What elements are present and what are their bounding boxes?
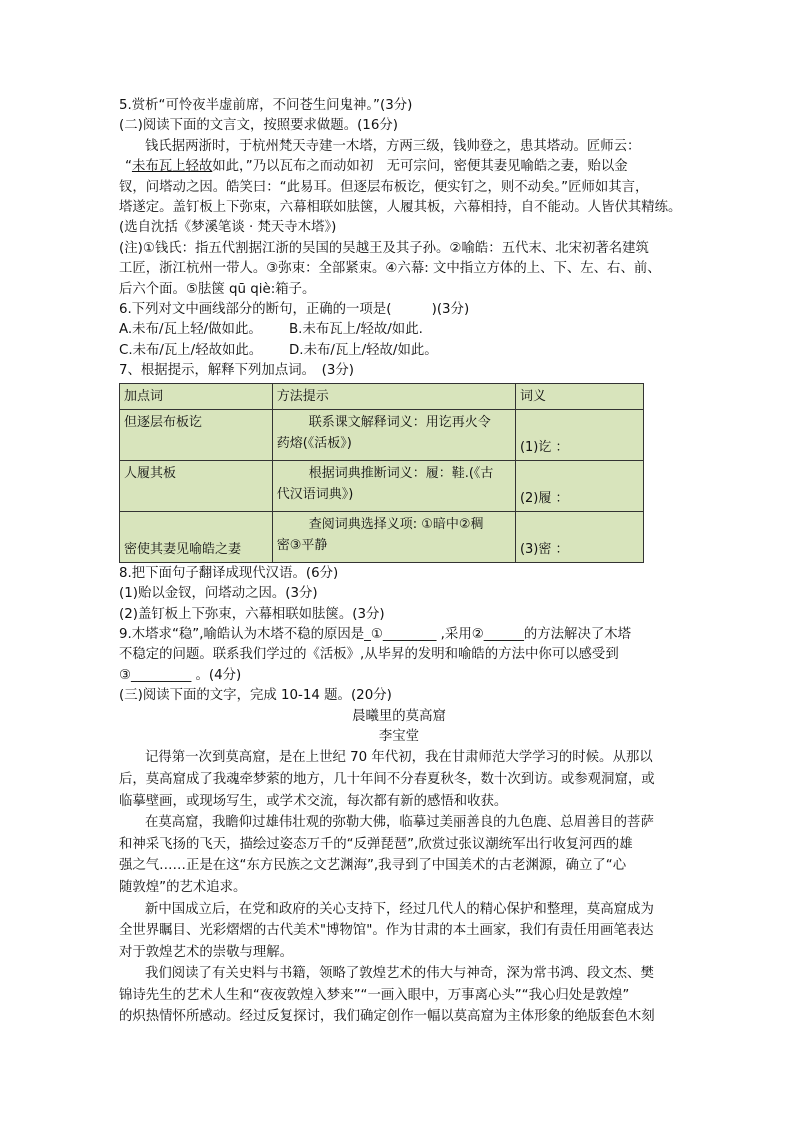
table-cell-hint: 联系课文解释词义：用讫再火令 药熔(《活板》) [272,409,515,460]
question-9-line: 不稳定的问题。联系我们学过的《活板》,从毕昇的发明和喻皓的方法中你可以感受到 [119,647,619,663]
article-author: 李宝堂 [378,728,420,744]
underlined-phrase: 未布瓦上轻故 [131,159,213,175]
article-title: 晨曦里的莫高窟 [352,708,446,724]
option-row [119,320,679,340]
table-cell-word: 但逐层布板讫 [120,409,273,460]
table-row [120,409,644,460]
passage-line: 钱氏据两浙时，于杭州梵天寺建一木塔，方两三级，钱帅登之，患其塔动。匠师云： [145,138,641,154]
article-paragraph: 在莫高窟，我瞻仰过雄伟壮观的弥勒大佛，临摹过美丽善良的九色鹿、总眉善目的菩萨 和神采飞扬的飞天，描绘过姿态万千的“反弹琵琶”,欣赏过张议潮统军出行收复河西的雄 强之气……正是在这“东方民族之文艺渊海”,我寻到了中国美术的古老渊源，确立了“心 随敦煌”的艺术追求。 [119,815,654,895]
question-7-stem: 7、根据提示，解释下列加点词。 (3分) [119,363,355,379]
annotations [119,239,679,300]
question-9 [119,625,679,686]
passage-line: 钗，问塔动之因。皓笑曰：“此易耳。但逐层布板讫，便实钉之，则不动矣。”匠师如其言， [119,179,649,195]
table-cell-answer[interactable]: (3)密 ： [515,511,643,562]
section-2-heading: (二)阅读下面的文言文，按照要求做题。(16分) [119,118,398,134]
table-cell-answer[interactable]: (1)讫 ： [515,409,643,460]
option-a[interactable]: A.未布/瓦上轻/做如此。 [119,322,262,338]
question-5: 5.赏析“可怜夜半虚前席，不问苍生问鬼神。”(3分) [119,98,413,113]
table-header: 加点词 [120,383,273,409]
option-b[interactable]: B.未布瓦上/轻故/如此. [289,322,423,338]
question-9-line: ③_________ 。(4分) [119,667,242,683]
question-8-stem: 8.把下面句子翻译成现代汉语。(6分) [119,565,339,581]
question-9-line: 9.木塔求“稳”,喻皓认为木塔不稳的原因是_①________ ,采用②______的方法解决了木塔 [119,626,632,642]
table-row [120,460,644,511]
table-cell-hint: 查阅词典选择义项: ①暗中②稠 密③平静 [272,511,515,562]
exam-page [119,96,682,1028]
q7-table [119,383,644,563]
table-cell-word: 密使其妻见喻皓之妻 [120,511,273,562]
section-3-heading: (三)阅读下面的文字，完成 10-14 题。(20分) [119,688,392,704]
option-d[interactable]: D.未布/瓦上/轻故/如此。 [289,342,438,358]
table-header-row [120,383,644,409]
passage-line: “未布瓦上轻故如此，”乃以瓦布之而动如初 无可宗问，密便其妻见喻皓之妻，贻以金 [125,159,628,175]
table-header: 方法提示 [272,383,515,409]
option-row [119,341,679,361]
table-cell-answer[interactable]: (2)履 ： [515,460,643,511]
question-8-sentence: (2)盖钉板上下弥束，六幕相联如胠箧。(3分) [119,606,385,622]
question-8-sentence: (1)贻以金钗，问塔动之因。(3分) [119,586,318,602]
classical-passage [119,137,682,239]
table-cell-hint: 根据词典推断词义：履：鞋.(《古 代汉语词典》) [272,460,515,511]
article [119,707,679,1029]
question-6-stem: 6.下列对文中画线部分的断句，正确的一项是( )(3分) [119,302,470,318]
note-line: 后六个面。⑤胠箧 qū qiè:箱子。 [119,281,316,297]
option-c[interactable]: C.未布/瓦上/轻故如此。 [119,342,263,358]
note-line: 工匠，浙江杭州一带人。③弥束：全部紧束。④六幕: 文中指立方体的上、下、左、右、前、 [119,261,661,277]
article-paragraph: 我们阅读了有关史料与书籍，领略了敦煌艺术的伟大与神奇，深为常书鸿、段文杰、樊 锦诗先生的艺术人生和“夜夜敦煌入梦来”“一画入眼中，万事离心头”“我心归处是敦煌” 的炽热情怀所感动。经过反复探讨，我们确定创作一幅以莫高窟为主体形象的绝版套色木刻 [119,966,655,1025]
table-header: 词义 [515,383,643,409]
table-cell-word: 人履其板 [120,460,273,511]
passage-source: (选自沈括《梦溪笔谈 · 梵天寺木塔》) [119,220,337,236]
article-paragraph: 新中国成立后，在党和政府的关心支持下，经过几代人的精心保护和整理，莫高窟成为 全世界瞩目、光彩熠熠的古代美术"博物馆"。作为甘肃的本土画家，我们有责任用画笔表达 对于敦煌艺术的崇敬与理解。 [119,901,654,960]
passage-line: 塔遂定。盖钉板上下弥束，六幕相联如胠箧，人履其板，六幕相持，自不能动。人皆伏其精练。 [119,200,682,216]
question-6 [119,300,679,361]
article-paragraph: 记得第一次到莫高窟，是在上世纪 70 年代初，我在甘肃师范大学学习的时候。从那以 后，莫高窟成了我魂牵梦萦的地方，几十年间不分春夏秋冬，数十次到访。或参观洞窟，或 临摹壁画，或现场写生，或学术交流，每次都有新的感悟和收获。 [119,750,655,809]
question-8 [119,564,679,625]
table-row [120,511,644,562]
note-line: (注)①钱氏：指五代割据江浙的吴国的吴越王及其子孙。②喻皓：五代末、北宋初著名建筑 [119,240,649,256]
question-7 [119,361,679,562]
